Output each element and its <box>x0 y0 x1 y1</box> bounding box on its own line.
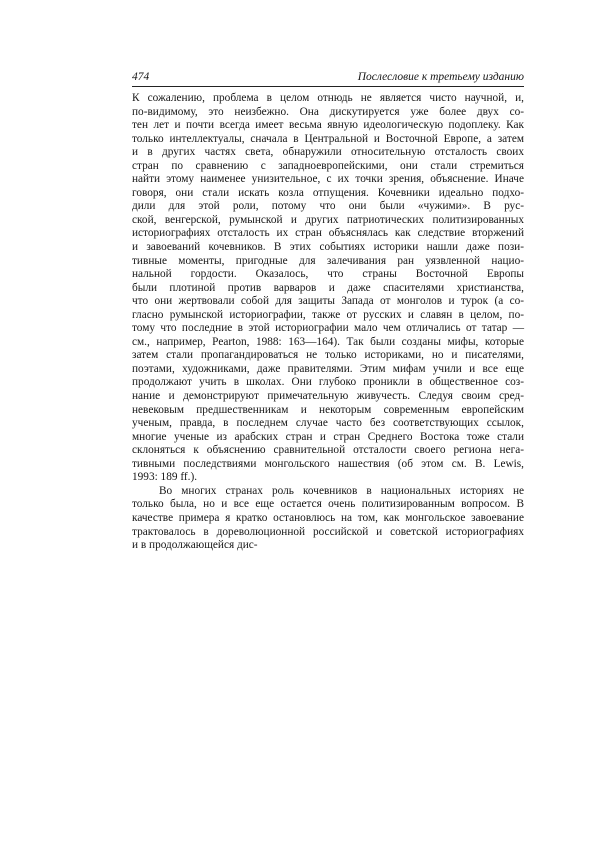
book-page <box>132 70 524 553</box>
text-line: тен лет и почти всегда имеет весьма явную идеологическую подоплеку. Как <box>132 119 524 132</box>
text-line: тивными последствиями монгольского нашествия (об этом см. B. Lewis, <box>132 457 524 470</box>
text-line: гласно румынской историографии, также от русских и славян в целом, по- <box>132 308 524 321</box>
text-line: Во многих странах роль кочевников в национальных историях не <box>159 484 524 497</box>
running-title: Послесловие к третьему изданию <box>357 71 524 83</box>
text-line: говоря, они стали искать козла отпущения. Кочевники идеально подхо- <box>132 186 524 199</box>
text-line: многие ученые из арабских стран и стран Среднего Востока тоже стали <box>132 430 524 443</box>
text-line: историографиях отсталость их стран объяснялась как следствие вторжений <box>132 227 524 240</box>
page-number: 474 <box>132 71 150 83</box>
text-line: К сожалению, проблема в целом отнюдь не является чисто научной, и, <box>132 92 524 104</box>
text-line: невековым предшественникам и некоторым современным европейским <box>132 403 524 416</box>
text-line: были плотиной против варваров и даже спасителями христианства, <box>132 281 524 294</box>
text-line: тивные моменты, пригодные для залечивания ран уязвленной нацио- <box>132 254 524 267</box>
text-line: нальной гордости. Оказалось, что страны Восточной Европы <box>132 268 524 281</box>
text-line: склоняться к объяснению сравнительной отсталости своего региона нега- <box>132 444 524 457</box>
text-line: только была, но и все еще остается очень политизированным вопросом. В <box>132 498 524 511</box>
text-line: и в других частях света, обнаружили относительную отсталость своих <box>132 146 524 159</box>
text-line: см., например, Pearton, 1988: 163—164). Так были созданы мифы, которые <box>132 335 524 348</box>
text-line: только интеллектуалы, сначала в Центральной и Восточной Европе, а затем <box>132 132 524 145</box>
text-line: качестве примера я кратко остановлюсь на том, как монгольское завоевание <box>132 511 524 524</box>
text-line: затем стали пропагандироваться не только историками, но и писателями, <box>132 349 524 362</box>
paragraph-1 <box>132 92 524 485</box>
text-line: найти этому наименее унизительное, с их точки зрения, объяснение. Иначе <box>132 173 524 186</box>
text-line: 1993: 189 ff.). <box>132 471 198 484</box>
paragraph-2 <box>132 485 524 553</box>
running-header <box>132 70 524 87</box>
text-line: трактовалось в дореволюционной российской и советской историографиях <box>132 525 524 538</box>
text-line: и в продолжающейся дис- <box>132 539 258 552</box>
text-line: тому что последние в этой историографии мало чем отличались от татар — <box>132 322 524 335</box>
text-line: дили для этой роли, потому что они были «чужими». В рус- <box>132 200 524 213</box>
text-line: что они жертвовали собой для защиты Запада от монголов и турок (а со- <box>132 295 524 308</box>
text-line: нание и демонстрируют примечательную живучесть. Следуя своим сред- <box>132 390 524 403</box>
text-line: ученым, правда, в последнем случае часто без соответствующих ссылок, <box>132 417 524 430</box>
text-line: поэтами, художниками, даже правителями. Этим мифам учили и все еще <box>132 362 524 375</box>
text-line: ской, венгерской, румынской и других патриотических политизированных <box>132 213 524 226</box>
text-line: продолжают учить в школах. Они глубоко проникли в общественное соз- <box>132 376 524 389</box>
text-line: и завоеваний кочевников. В этих событиях историки нашли даже пози- <box>132 241 524 254</box>
text-line: стран по сравнению с западноевропейскими, они стали стремиться <box>132 159 524 172</box>
text-line: по-видимому, это неизбежно. Она дискутируется уже более двух со- <box>132 105 524 118</box>
